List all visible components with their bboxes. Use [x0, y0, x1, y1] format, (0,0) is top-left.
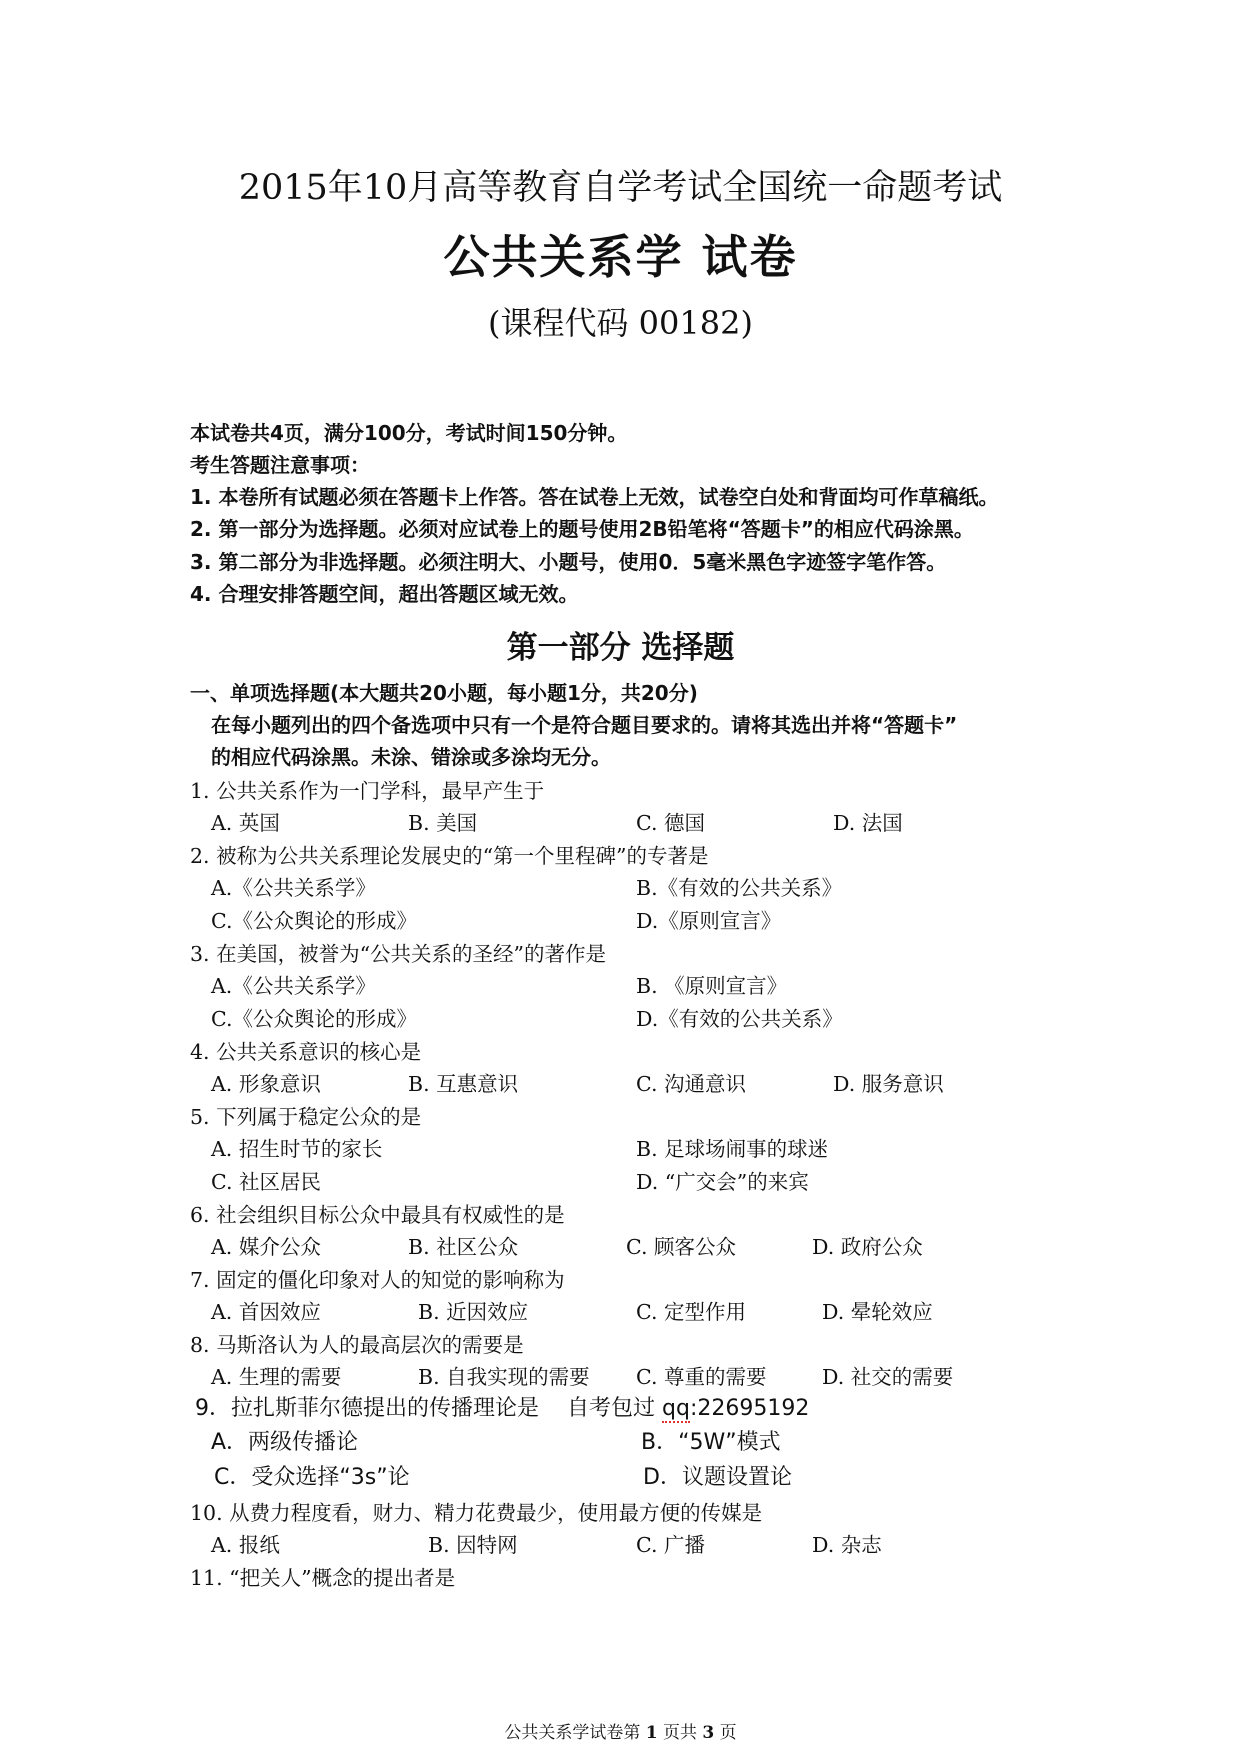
option-c: C. 定型作用 [636, 1300, 746, 1324]
option-b: B. 自我实现的需要 [418, 1365, 590, 1389]
option-a: A. 生理的需要 [211, 1365, 342, 1389]
option-b: B. 美国 [408, 811, 478, 835]
footer-page-number: 1 [645, 1723, 658, 1743]
question-stem: 2. 被称为公共关系理论发展史的“第一个里程碑”的专著是 [190, 844, 709, 868]
option-a: A. 首因效应 [211, 1300, 321, 1324]
question-stem: 10. 从费力程度看，财力、精力花费最少，使用最方便的传媒是 [190, 1501, 763, 1525]
option-c: C. 德国 [636, 811, 705, 835]
option-a: A.《公共关系学》 [211, 974, 376, 998]
option-d: D. 社交的需要 [822, 1365, 954, 1389]
option-a: A．两级传播论 [211, 1430, 359, 1455]
option-c: C. 尊重的需要 [636, 1365, 767, 1389]
question-stem [195, 1391, 809, 1422]
option-d: D. 服务意识 [833, 1072, 944, 1096]
option-c: C. 社区居民 [211, 1170, 321, 1194]
option-c: C．受众选择“3s”论 [214, 1465, 410, 1490]
promo-qq: qq [662, 1396, 690, 1421]
question-stem: 5. 下列属于稳定公众的是 [190, 1105, 422, 1129]
promo-text: 自考包过 [567, 1396, 662, 1421]
part1-instruction-1: 在每小题列出的四个备选项中只有一个是符合题目要求的。请将其选出并将“答题卡” [211, 713, 958, 737]
option-a: A. 报纸 [211, 1533, 280, 1557]
part1-instruction-2: 的相应代码涂黑。未涂、错涂或多涂均无分。 [211, 745, 611, 769]
option-d: D. 法国 [833, 811, 903, 835]
footer-suffix: 页 [714, 1723, 737, 1743]
option-a: A. 媒介公众 [211, 1235, 321, 1259]
promo-number: :22695192 [689, 1396, 810, 1421]
subject-title: 公共关系学 试卷 [443, 230, 798, 284]
note-line-6: 4. 合理安排答题空间，超出答题区域无效。 [190, 582, 579, 606]
question-stem: 7. 固定的僵化印象对人的知觉的影响称为 [190, 1268, 565, 1292]
footer-prefix: 公共关系学试卷第 [504, 1723, 646, 1743]
option-b: B. 《原则宣言》 [636, 974, 788, 998]
question-stem: 1. 公共关系作为一门学科，最早产生于 [190, 779, 545, 803]
option-d: D.《有效的公共关系》 [636, 1007, 843, 1031]
exam-title: 2015年10月高等教育自学考试全国统一命题考试 [238, 168, 1003, 208]
option-b: B．“5W”模式 [641, 1430, 781, 1455]
option-a: A.《公共关系学》 [211, 876, 376, 900]
page-footer [0, 1718, 1241, 1743]
option-d: D. 杂志 [812, 1533, 882, 1557]
question-stem: 11. “把关人”概念的提出者是 [190, 1566, 456, 1590]
option-b: B. 足球场闹事的球迷 [636, 1137, 829, 1161]
option-d: D. “广交会”的来宾 [636, 1170, 809, 1194]
question-stem: 6. 社会组织目标公众中最具有权威性的是 [190, 1203, 565, 1227]
option-a: A. 英国 [211, 811, 280, 835]
option-b: B. 近因效应 [418, 1300, 529, 1324]
note-line-3: 1. 本卷所有试题必须在答题卡上作答。答在试卷上无效，试卷空白处和背面均可作草稿纸。 [190, 485, 999, 509]
question-stem: 8. 马斯洛认为人的最高层次的需要是 [190, 1333, 524, 1357]
footer-total-pages: 3 [702, 1723, 715, 1743]
option-c: C.《公众舆论的形成》 [211, 1007, 417, 1031]
question-stem-text: 9．拉扎斯菲尔德提出的传播理论是 [195, 1396, 539, 1421]
option-d: D. 政府公众 [812, 1235, 923, 1259]
option-a: A. 招生时节的家长 [211, 1137, 383, 1161]
footer-middle: 页共 [657, 1723, 703, 1743]
option-b: B. 因特网 [428, 1533, 518, 1557]
option-d: D.《原则宣言》 [636, 909, 782, 933]
option-a: A. 形象意识 [211, 1072, 321, 1096]
note-line-5: 3. 第二部分为非选择题。必须注明大、小题号，使用0．5毫米黑色字迹签字笔作答。 [190, 550, 947, 574]
option-b: B. 社区公众 [408, 1235, 519, 1259]
part1-heading: 一、单项选择题(本大题共20小题，每小题1分，共20分) [190, 681, 698, 705]
question-stem: 3. 在美国，被誉为“公共关系的圣经”的著作是 [190, 942, 607, 966]
note-line-1: 本试卷共4页，满分100分，考试时间150分钟。 [190, 421, 628, 445]
section-title: 第一部分 选择题 [506, 630, 735, 666]
option-c: C. 顾客公众 [626, 1235, 736, 1259]
course-code: (课程代码 00182) [488, 304, 753, 342]
option-d: D. 晕轮效应 [822, 1300, 933, 1324]
option-c: C.《公众舆论的形成》 [211, 909, 417, 933]
question-stem: 4. 公共关系意识的核心是 [190, 1040, 422, 1064]
note-line-4: 2. 第一部分为选择题。必须对应试卷上的题号使用2B铅笔将“答题卡”的相应代码涂黑。 [190, 517, 974, 541]
note-line-2: 考生答题注意事项： [190, 453, 370, 477]
option-d: D．议题设置论 [643, 1465, 792, 1490]
option-b: B.《有效的公共关系》 [636, 876, 843, 900]
option-c: C. 广播 [636, 1533, 705, 1557]
option-c: C. 沟通意识 [636, 1072, 746, 1096]
option-b: B. 互惠意识 [408, 1072, 519, 1096]
